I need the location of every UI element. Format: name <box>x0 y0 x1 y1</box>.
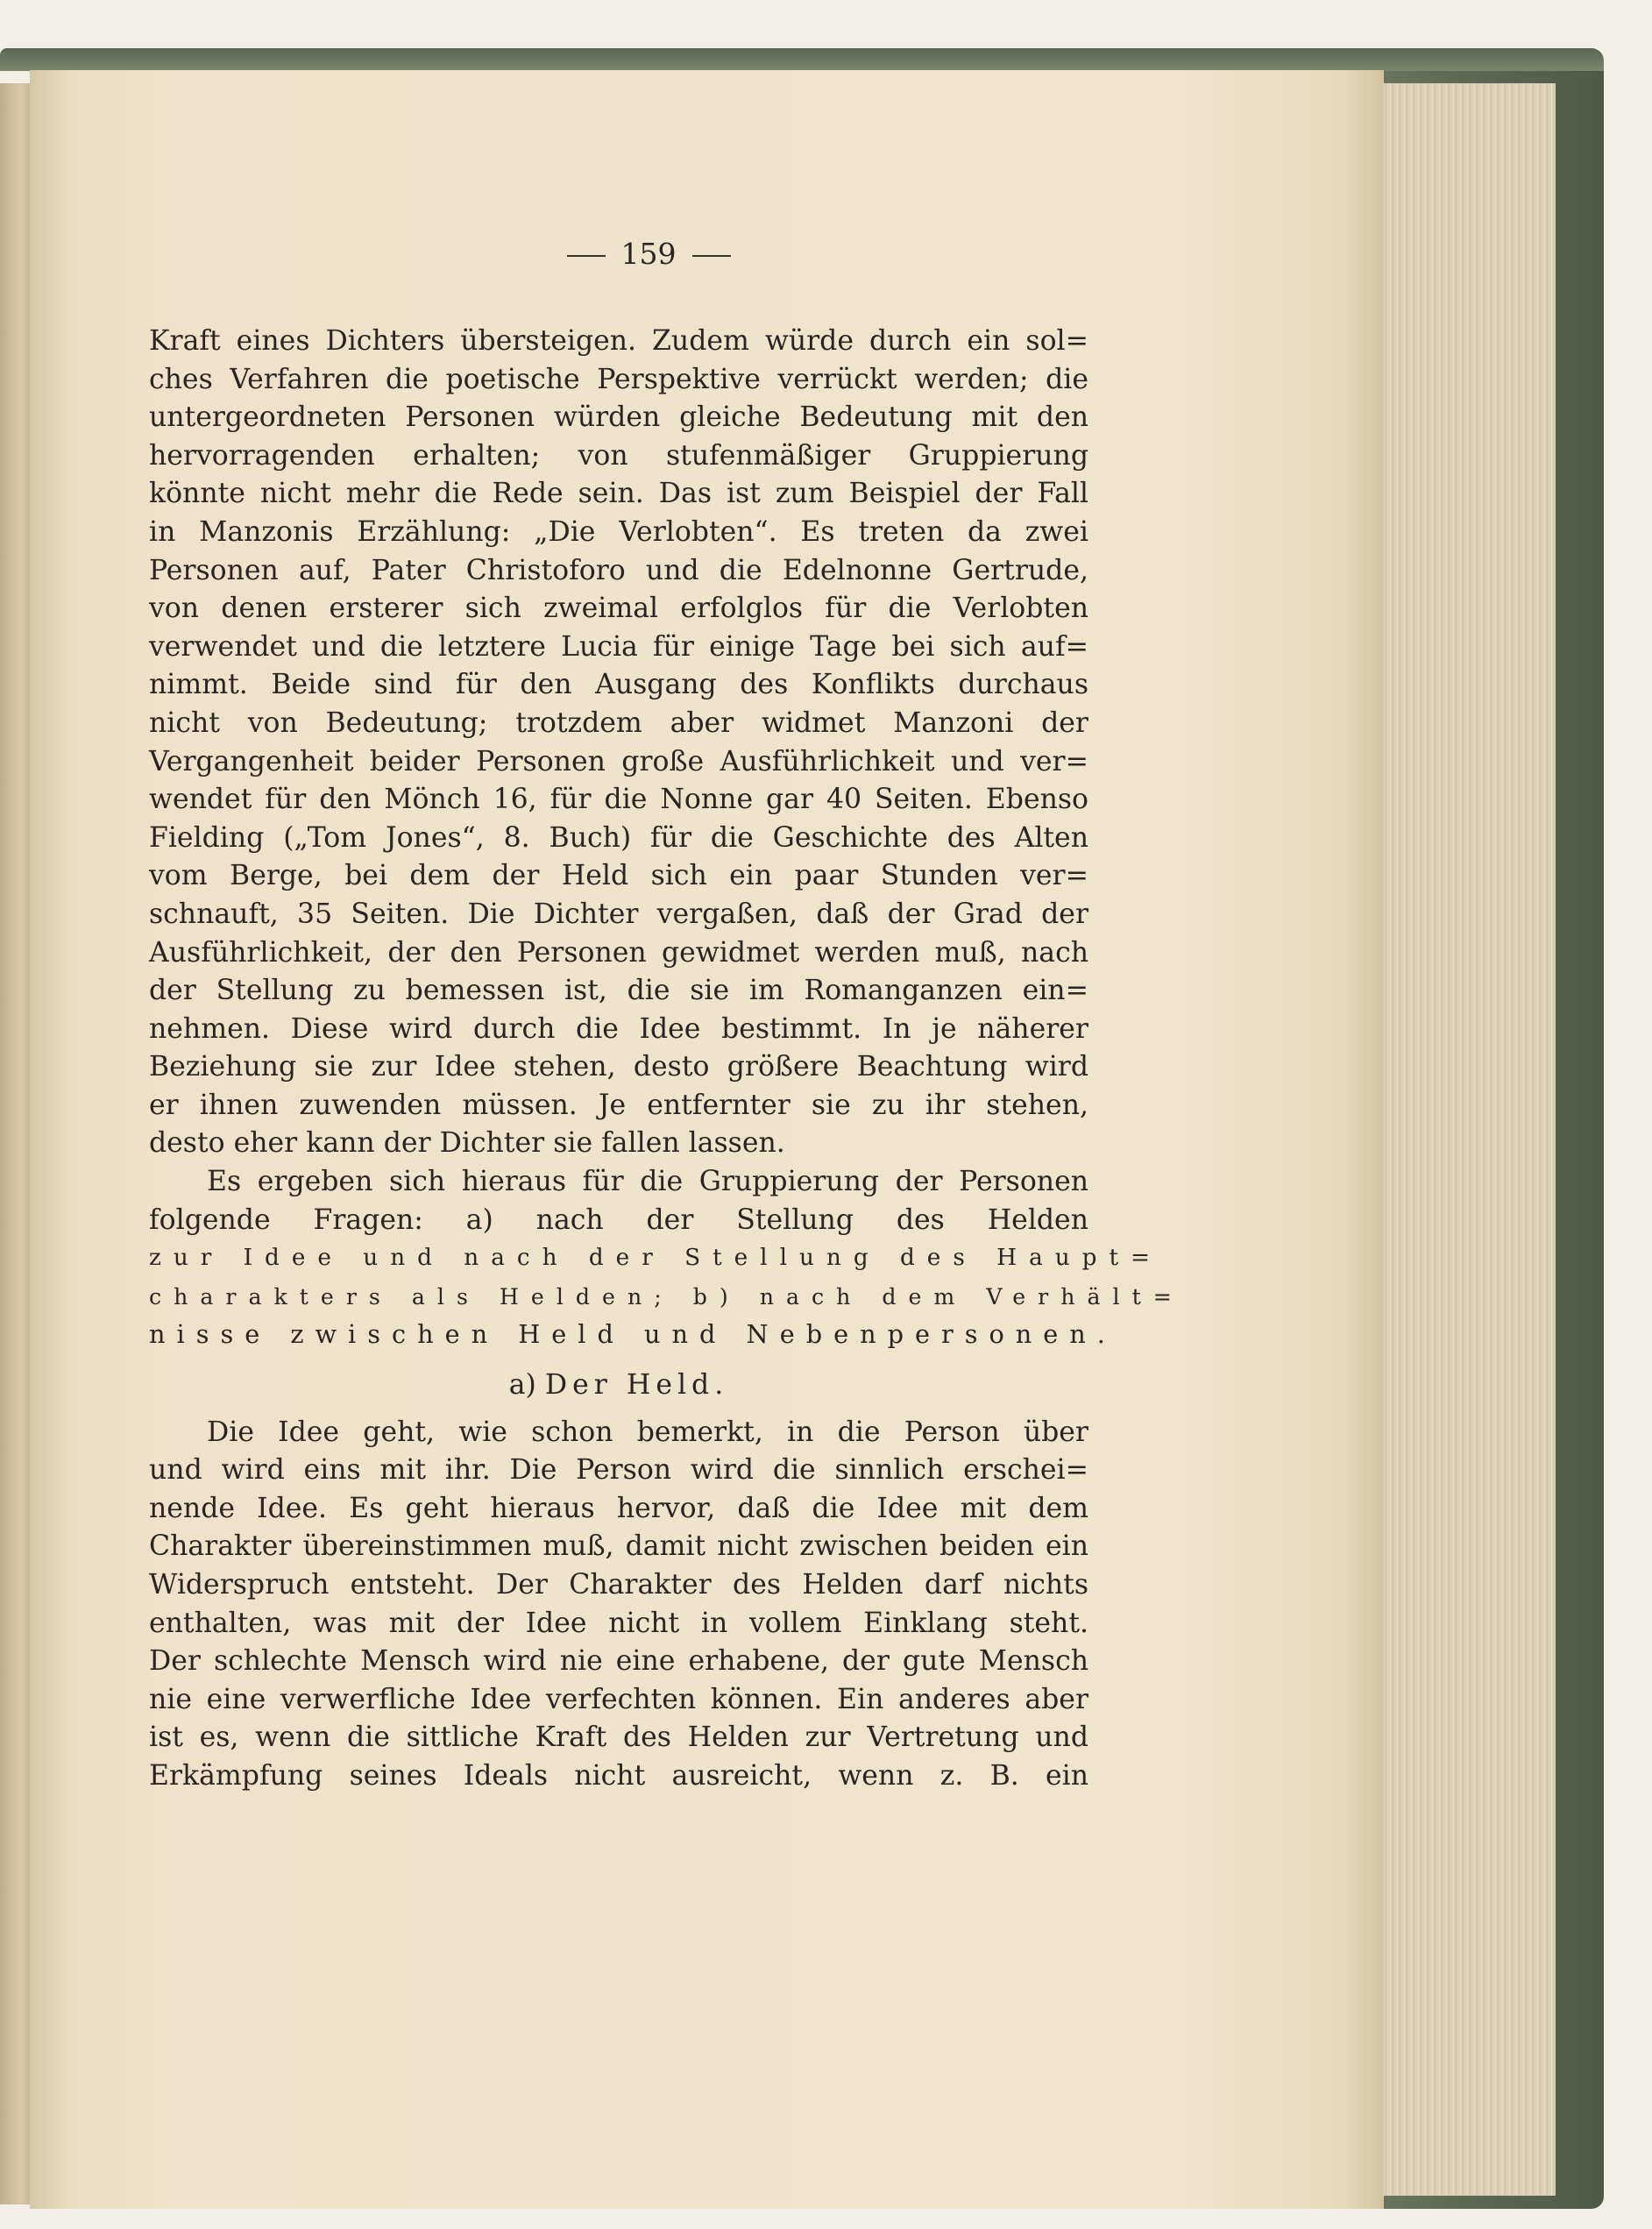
text-line: und wird eins mit ihr. Die Person wird die sinnlich erschei= <box>149 1454 1088 1487</box>
paragraph-top <box>149 323 1088 1163</box>
text-line: Ausführlichkeit, der den Personen gewidmet werden muß, nach <box>149 936 1088 969</box>
text-line: er ihnen zuwenden müssen. Je entfernter sie zu ihr stehen, <box>149 1089 1088 1121</box>
text-line: Charakter übereinstimmen muß, damit nicht zwischen beiden ein <box>149 1530 1088 1563</box>
text-line: ches Verfahren die poetische Perspektive verrückt werden; die <box>149 363 1088 395</box>
text-line: Fielding („Tom Jones“, 8. Buch) für die Geschichte des Alten <box>149 821 1088 854</box>
text-line: nie eine verwerfliche Idee verfechten können. Ein anderes aber <box>149 1683 1088 1715</box>
text-line: Der schlechte Mensch wird nie eine erhabene, der gute Mensch <box>149 1645 1088 1678</box>
section-heading-title: Der Held. <box>544 1369 729 1402</box>
section-heading <box>149 1367 1088 1405</box>
text-line: desto eher kann der Dichter sie fallen lassen. <box>149 1127 785 1160</box>
text-line: nicht von Bedeutung; trotzdem aber widmet Manzoni der <box>149 706 1088 739</box>
text-line: schnauft, 35 Seiten. Die Dichter vergaßen, daß der Grad der <box>149 898 1088 930</box>
text-line: untergeordneten Personen würden gleiche Bedeutung mit den <box>149 401 1088 434</box>
page-block-edges <box>1367 83 1556 2196</box>
text-line: Personen auf, Pater Christoforo und die Edelnonne Gertrude, <box>149 554 1088 586</box>
header-dash-left <box>567 255 606 257</box>
text-line: von denen ersterer sich zweimal erfolglos für die Verlobten <box>149 593 1088 625</box>
text-line: wendet für den Mönch 16, für die Nonne gar 40 Seiten. Ebenso <box>149 784 1088 816</box>
paragraph-questions <box>149 1163 1184 1354</box>
text-line: Erkämpfung seines Ideals nicht ausreicht, wenn z. B. ein <box>149 1759 1088 1792</box>
text-line: Kraft eines Dichters übersteigen. Zudem würde durch ein sol= <box>149 325 1088 357</box>
text-line: nehmen. Diese wird durch die Idee bestimmt. In je näherer <box>149 1012 1088 1045</box>
text-line: charakters als Helden; b) nach dem Verhält= <box>149 1283 1184 1310</box>
page-body <box>149 323 1184 1796</box>
text-line: der Stellung zu bemessen ist, die sie im Romanganzen ein= <box>149 975 1088 1007</box>
text-line: ist es, wenn die sittliche Kraft des Helden zur Vertretung und <box>149 1721 1088 1754</box>
page-header <box>491 237 806 280</box>
header-dash-right <box>692 255 731 257</box>
text-line: könnte nicht mehr die Rede sein. Das ist zum Beispiel der Fall <box>149 478 1088 510</box>
text-line: nende Idee. Es geht hieraus hervor, daß die Idee mit dem <box>149 1492 1088 1524</box>
text-line: verwendet und die letztere Lucia für einige Tage bei sich auf= <box>149 630 1088 663</box>
text-line: vom Berge, bei dem der Held sich ein paar Stunden ver= <box>149 860 1088 892</box>
text-line: Vergangenheit beider Personen große Ausführlichkeit und ver= <box>149 745 1088 777</box>
text-line: enthalten, was mit der Idee nicht in vollem Einklang steht. <box>149 1607 1088 1639</box>
page-number: 159 <box>620 237 677 271</box>
text-line: Es ergeben sich hieraus für die Gruppierung der Personen <box>207 1166 1088 1198</box>
text-line: zur Idee und nach der Stellung des Haupt= <box>149 1245 1163 1272</box>
text-line: nisse zwischen Held und Nebenpersonen. <box>149 1319 1117 1350</box>
text-line: folgende Fragen: a) nach der Stellung des Helden <box>149 1203 1088 1236</box>
text-line: Beziehung sie zur Idee stehen, desto größere Beachtung wird <box>149 1051 1088 1083</box>
text-line: Widerspruch entsteht. Der Charakter des Helden darf nichts <box>149 1569 1088 1601</box>
text-line: nimmt. Beide sind für den Ausgang des Konflikts durchaus <box>149 669 1088 701</box>
text-line: hervorragenden erhalten; von stufenmäßiger Gruppierung <box>149 439 1088 472</box>
text-line: Die Idee geht, wie schon bemerkt, in die Person über <box>207 1416 1088 1448</box>
book-cover-top-edge <box>0 48 1604 71</box>
section-heading-label: a) <box>508 1369 536 1402</box>
text-line: in Manzonis Erzählung: „Die Verlobten“. Es treten da zwei <box>149 515 1088 548</box>
paragraph-bottom <box>149 1414 1088 1796</box>
previous-page-sliver <box>0 83 30 2204</box>
